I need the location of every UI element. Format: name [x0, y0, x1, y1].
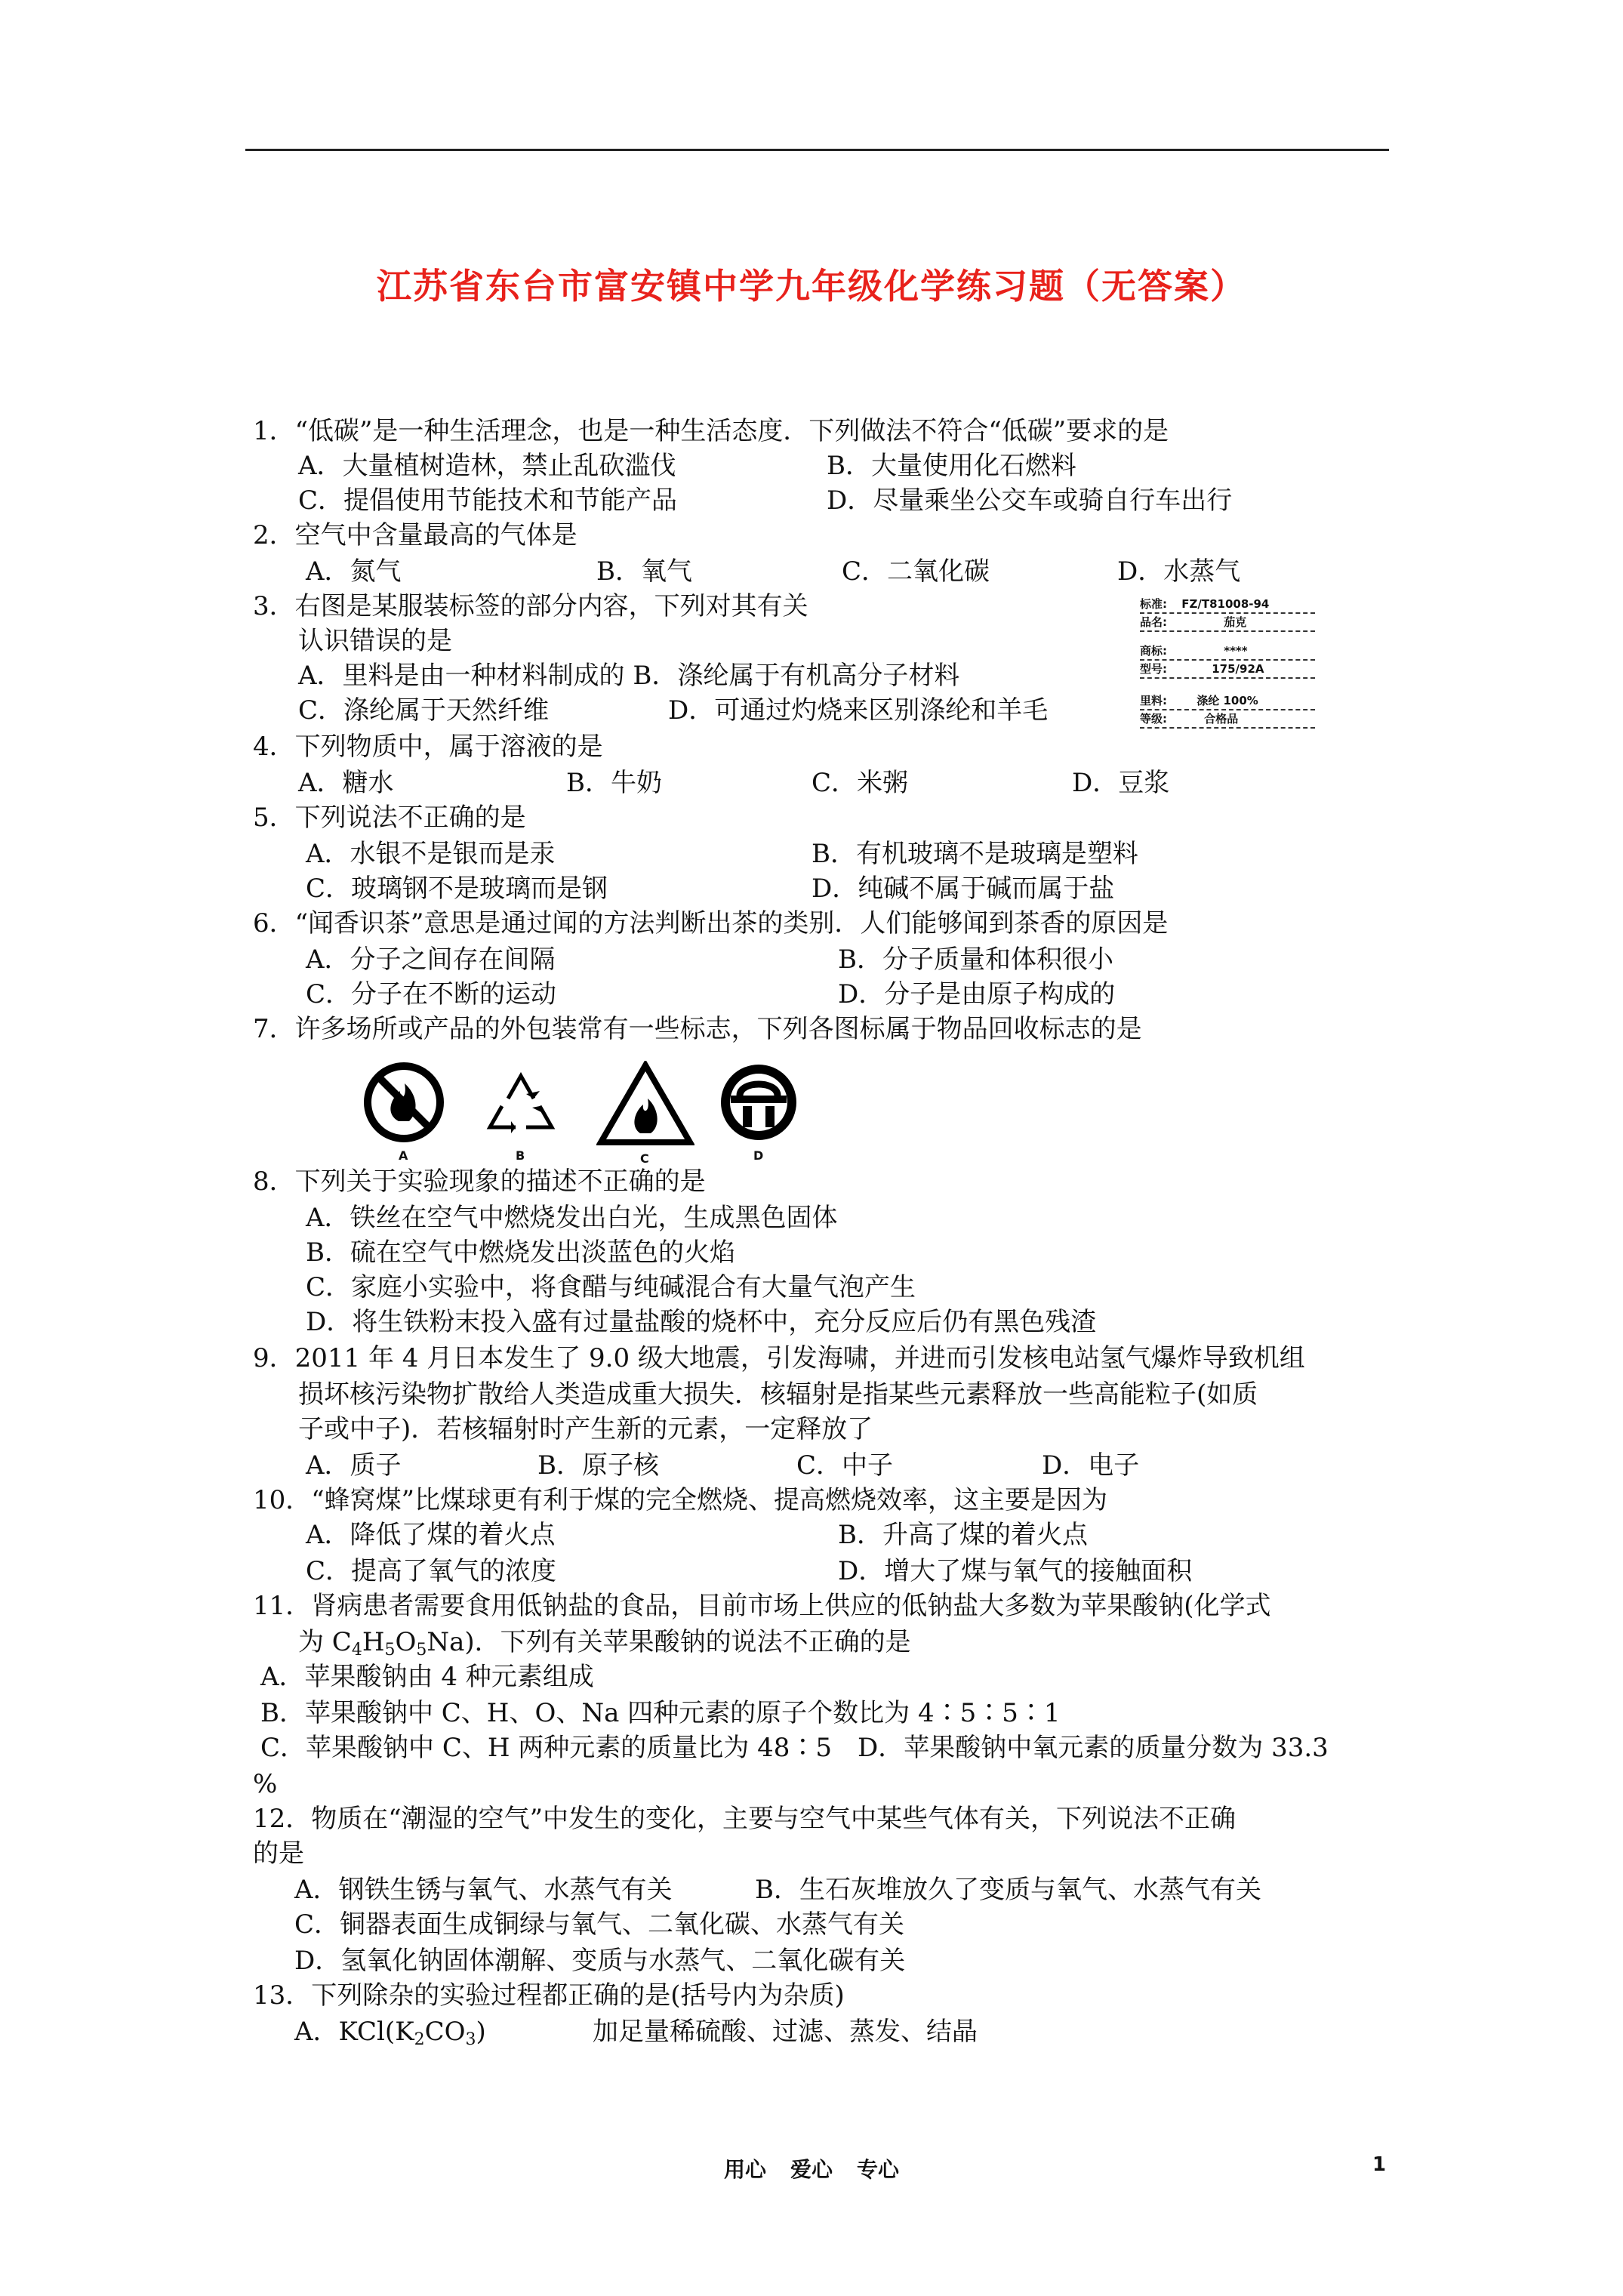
q10-option-b: B．升高了煤的着火点	[838, 1520, 1088, 1550]
formula-text: H	[362, 1627, 385, 1657]
q9-option-b: B．原子核	[537, 1450, 659, 1481]
label-value: 涤纶 100%	[1196, 694, 1258, 707]
q6-option-c: C．分子在不断的运动	[306, 979, 557, 1009]
recycle-icon	[479, 1061, 562, 1166]
q4-option-a: A．糖水	[298, 768, 394, 798]
formula-text: CO	[424, 2017, 466, 2047]
q1-stem: 1．“低碳”是一种生活理念，也是一种生活态度．下列做法不符合“低碳”要求的是	[253, 416, 1169, 446]
icon-letter: D	[753, 1148, 764, 1163]
footer-word: 用心	[723, 2157, 766, 2182]
icon-letter: B	[516, 1148, 525, 1163]
label-key: 型号:	[1140, 662, 1167, 676]
q3-option-d: D．可通过灼烧来区别涤纶和羊毛	[668, 695, 1049, 726]
label-value: 茄克	[1224, 615, 1247, 629]
q2-option-a: A．氮气	[306, 556, 402, 587]
label-key: 商标:	[1140, 644, 1167, 658]
q12-option-d: D．氢氧化钠固体潮解、变质与水蒸气、二氧化碳有关	[294, 1946, 906, 1976]
formula-subscript: 4	[351, 1641, 362, 1660]
q9-option-d: D．电子	[1042, 1450, 1140, 1481]
header-rule	[245, 149, 1389, 151]
q8-stem: 8．下列关于实验现象的描述不正确的是	[253, 1166, 706, 1197]
label-key: 等级:	[1140, 712, 1167, 726]
q1-option-d: D．尽量乘坐公交车或骑自行车出行	[827, 485, 1233, 516]
q13-stem: 13．下列除杂的实验过程都正确的是(括号内为杂质)	[253, 1980, 845, 2011]
label-key: 品名:	[1140, 615, 1167, 629]
q8-option-a: A．铁丝在空气中燃烧发出白光，生成黑色固体	[306, 1203, 838, 1233]
q6-option-b: B．分子质量和体积很小	[838, 945, 1113, 975]
q9-stem-cont-1: 损坏核污染物扩散给人类造成重大损失．核辐射是指某些元素释放一些高能粒子(如质	[298, 1379, 1258, 1410]
formula-text: )	[476, 2017, 486, 2047]
label-value: ****	[1224, 644, 1248, 658]
flammable-warning-icon	[596, 1061, 694, 1166]
q9-stem: 9．2011 年 4 月日本发生了 9.0 级大地震，引发海啸，并进而引发核电站氢气爆炸导致机组	[253, 1343, 1305, 1373]
formula-subscript: 3	[465, 2030, 476, 2049]
formula-text: 为 C	[298, 1627, 352, 1657]
q8-option-b: B．硫在空气中燃烧发出淡蓝色的火焰	[306, 1237, 735, 1268]
q5-option-d: D．纯碱不属于碱而属于盐	[812, 874, 1115, 904]
q8-option-d: D．将生铁粉末投入盛有过量盐酸的烧杯中，充分反应后仍有黑色残渣	[306, 1307, 1097, 1337]
q3-stem-cont: 认识错误的是	[298, 626, 452, 656]
q1-option-a: A．大量植树造林，禁止乱砍滥伐	[298, 451, 676, 481]
no-fire-icon	[362, 1061, 445, 1166]
icon-letter: C	[640, 1151, 649, 1166]
label-value: FZ/T81008-94	[1181, 597, 1270, 611]
label-value: 合格品	[1204, 712, 1239, 726]
q5-option-c: C．玻璃钢不是玻璃而是钢	[306, 874, 608, 904]
q10-stem: 10．“蜂窝煤”比煤球更有利于煤的完全燃烧、提高燃烧效率，这主要是因为	[253, 1485, 1108, 1515]
q7-stem: 7．许多场所或产品的外包装常有一些标志，下列各图标属于物品回收标志的是	[253, 1014, 1142, 1044]
q10-option-a: A．降低了煤的着火点	[306, 1520, 556, 1550]
q11-option-cd: C．苹果酸钠中 C、H 两种元素的质量比为 48∶5 D．苹果酸钠中氧元素的质量分数为 33.3	[260, 1733, 1329, 1763]
q5-stem: 5．下列说法不正确的是	[253, 803, 526, 833]
q4-option-c: C．米粥	[812, 768, 909, 798]
formula-text: O	[395, 1627, 417, 1657]
q11-option-d-cont: %	[253, 1769, 278, 1799]
q5-option-a: A．水银不是银而是汞	[306, 839, 556, 869]
label-key: 里料:	[1140, 694, 1167, 707]
formula-subscript: 2	[414, 2030, 425, 2049]
q11-stem: 11．肾病患者需要食用低钠盐的食品，目前市场上供应的低钠盐大多数为苹果酸钠(化学式	[253, 1591, 1271, 1621]
q3-option-ab: A．里料是由一种材料制成的 B．涤纶属于有机高分子材料	[298, 661, 960, 691]
formula-text: A．KCl(K	[294, 2017, 414, 2047]
label-key: 标准:	[1140, 597, 1167, 611]
q2-stem: 2．空气中含量最高的气体是	[253, 520, 577, 550]
page-number: 1	[1372, 2153, 1387, 2176]
q9-stem-cont-2: 子或中子)．若核辐射时产生新的元素，一定释放了	[298, 1414, 873, 1444]
q4-stem: 4．下列物质中，属于溶液的是	[253, 732, 603, 762]
formula-subscript: 5	[384, 1641, 396, 1660]
q4-option-d: D．豆浆	[1072, 768, 1170, 798]
footer-word: 爱心	[790, 2157, 833, 2182]
water-saving-icon	[717, 1061, 800, 1166]
q12-option-c: C．铜器表面生成铜绿与氧气、二氧化碳、水蒸气有关	[294, 1909, 905, 1940]
q2-option-d: D．水蒸气	[1117, 556, 1241, 587]
q2-option-b: B．氧气	[596, 556, 692, 587]
q12-option-a: A．钢铁生锈与氧气、水蒸气有关	[294, 1875, 673, 1905]
formula-text: Na)．下列有关苹果酸钠的说法不正确的是	[427, 1627, 911, 1657]
q10-option-c: C．提高了氧气的浓度	[306, 1556, 557, 1586]
q3-stem: 3．右图是某服装标签的部分内容，下列对其有关	[253, 591, 808, 621]
q9-option-c: C．中子	[796, 1450, 894, 1481]
q9-option-a: A．质子	[306, 1450, 402, 1481]
q3-option-c: C．涤纶属于天然纤维	[298, 695, 550, 726]
q12-stem: 12．物质在“潮湿的空气”中发生的变化，主要与空气中某些气体有关，下列说法不正确	[253, 1804, 1236, 1834]
q6-option-a: A．分子之间存在间隔	[306, 945, 556, 975]
q1-option-b: B．大量使用化石燃料	[827, 451, 1076, 481]
q4-option-b: B．牛奶	[566, 768, 662, 798]
label-value: 175/92A	[1212, 662, 1264, 676]
q1-option-c: C．提倡使用节能技术和节能产品	[298, 485, 678, 516]
formula-subscript: 5	[416, 1641, 427, 1660]
q6-stem: 6．“闻香识茶”意思是通过闻的方法判断出茶的类别．人们能够闻到茶香的原因是	[253, 908, 1169, 938]
q6-option-d: D．分子是由原子构成的	[838, 979, 1116, 1009]
q11-option-b: B．苹果酸钠中 C、H、O、Na 四种元素的原子个数比为 4∶5∶5∶1	[260, 1698, 1061, 1728]
page-title: 江苏省东台市富安镇中学九年级化学练习题（无答案）	[377, 266, 1246, 307]
q12-stem-cont: 的是	[253, 1838, 304, 1869]
clothing-label-image	[1140, 596, 1315, 744]
q7-icons	[362, 1061, 800, 1182]
q12-option-b: B．生石灰堆放久了变质与氧气、水蒸气有关	[755, 1875, 1261, 1905]
q11-option-a: A．苹果酸钠由 4 种元素组成	[260, 1662, 594, 1692]
q13-option-a-method: 加足量稀硫酸、过滤、蒸发、结晶	[593, 2017, 978, 2047]
q13-option-a-formula	[294, 2014, 486, 2057]
footer-word: 专心	[857, 2157, 900, 2182]
q10-option-d: D．增大了煤与氧气的接触面积	[838, 1556, 1193, 1586]
icon-letter: A	[399, 1148, 408, 1163]
q8-option-c: C．家庭小实验中，将食醋与纯碱混合有大量气泡产生	[306, 1272, 916, 1302]
q5-option-b: B．有机玻璃不是玻璃是塑料	[812, 839, 1138, 869]
q2-option-c: C．二氧化碳	[842, 556, 990, 587]
